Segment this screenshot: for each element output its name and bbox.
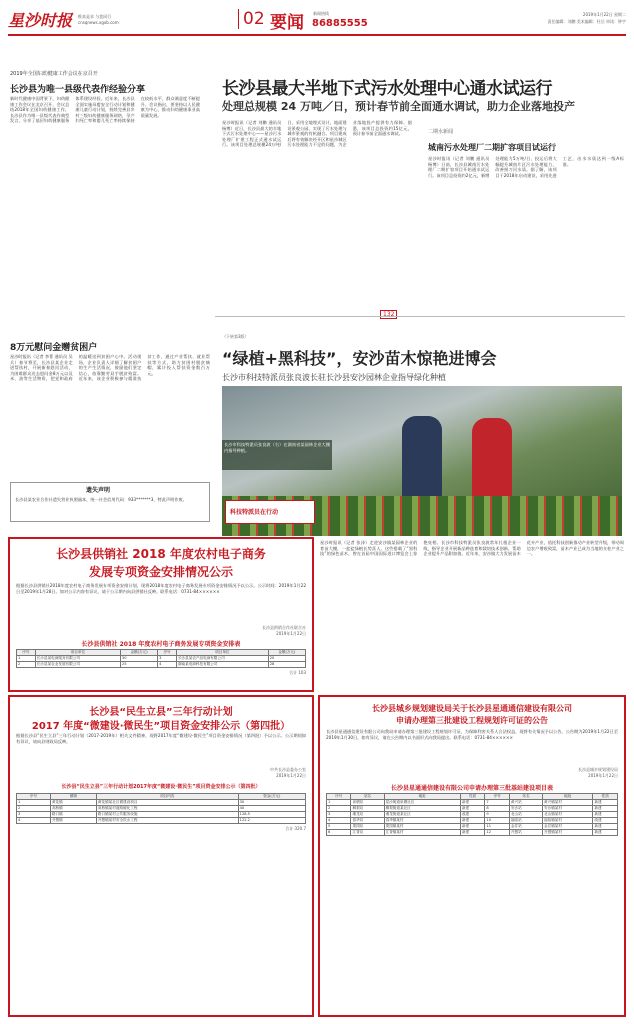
ad2-date: 2019年1月22日 bbox=[276, 773, 306, 778]
newspaper-logo: 星沙时报 bbox=[8, 11, 73, 30]
table-cell: 福临站 bbox=[509, 818, 542, 824]
table-cell: 1 bbox=[17, 656, 36, 662]
table-cell: 2 bbox=[17, 662, 36, 668]
table-header: 地址 bbox=[384, 794, 460, 800]
table-cell: 3 bbox=[327, 812, 351, 818]
ad1-total: 合计 103 bbox=[289, 670, 306, 675]
site-url[interactable]: cnsqnews.xgxb.com bbox=[78, 20, 119, 25]
table-cell: 开慧镇某村 bbox=[543, 830, 593, 836]
ad1-sign: 长沙县供销合作社联合社 bbox=[262, 625, 306, 630]
left-body: 星沙时报讯（记者 李菁 通讯员 吴兵）春节将至，长沙县某企业走进帮扶村，开展新春慰问活动，为困难群众送去慰问金8万元以及米、油等生活物资，把党和政府的温暖送到贫困户心中。活动现场，企业负责人详细了解贫困户的生产生活情况，鼓励他们坚定信心，依靠勤劳双手脱贫致富。近年来，该企业积极参与精准扶贫工作，通过产业帮扶、就业帮扶等方式，助力贫困村脱贫摘帽，累计投入帮扶资金数百万元。 bbox=[10, 354, 210, 382]
lead-title: 长沙县为唯一县级代表作经验分享 bbox=[10, 85, 146, 95]
table-cell: 10 bbox=[485, 818, 509, 824]
table-cell: 新建 bbox=[460, 806, 484, 812]
table-cell: 安沙镇某村 bbox=[543, 806, 593, 812]
table-cell: 3 bbox=[158, 656, 177, 662]
table-cell: 榔梨街道某社区 bbox=[384, 806, 460, 812]
table-cell: 湖南某电商科技有限公司 bbox=[176, 662, 268, 668]
ad-minsheng bbox=[8, 695, 314, 1017]
table-header: 序号 bbox=[17, 650, 36, 656]
ad2-title-line1: 长沙县“民生立县”三年行动计划 bbox=[89, 707, 233, 718]
table-cell: 果园镇某村 bbox=[384, 824, 460, 830]
table-cell: 2 bbox=[17, 806, 51, 812]
page-number: 02 bbox=[238, 9, 265, 29]
hotline-number: 86885555 bbox=[312, 18, 368, 29]
table-cell: 3 bbox=[17, 812, 51, 818]
badge-label: 科技特派员在行动 bbox=[230, 509, 279, 516]
main-subheadline: 处理总规模 24 万吨／日，预计春节前全面通水调试，助力企业落地投产 bbox=[222, 100, 575, 113]
table-cell: 江背镇某村 bbox=[384, 830, 460, 836]
side-title: 城南污水处理厂二期扩容项目试运行 bbox=[428, 143, 556, 152]
table-row bbox=[17, 818, 306, 824]
table-cell: 黄花镇某社区微建设项目 bbox=[96, 800, 238, 806]
table-header: 地址 bbox=[543, 794, 593, 800]
notice-title: 遗失声明 bbox=[86, 487, 111, 494]
notice-body: 长沙县某农业合作社遗失营业执照副本，统一社会信用代码：933*******3，特此声明作废。 bbox=[15, 497, 187, 502]
main-jump-note: （下转第3版） bbox=[222, 334, 249, 339]
table-cell: 1 bbox=[17, 800, 51, 806]
main-body: 星沙时报讯（记者 刘鹏 通讯员 杨博）近日，长沙县最大的半地下式污水处理中心——星沙污水处理厂扩建工程正式通水试运行。该项目处理总规模24万吨/日，采用全地埋式设计，地面建设景观公园，实现了污水处理与城市景观的有机融合。项目建成后将有效解决经开区和星沙城区污水处理能力不足的问题，为企业落地投产提供有力保障。据悉，该项目总投资约15亿元，预计春节前全面通水调试。 bbox=[222, 120, 412, 148]
lead-body: 新时代健康中国背景下，妇幼健康工作会议在北京召开，会议总结2018年全国妇幼健康工作，长沙县作为唯一县级代表作典型发言，分享了基层妇幼健康服务体系建设经验。近年来，长沙县全面实施母婴安全行动计划和健康儿童行动计划，持续完善县乡村三级妇幼健康服务网络，孕产妇死亡率和婴儿死亡率持续保持在较低水平，群众满意度不断提升。会议指出，要坚持以人民健康为中心，推动妇幼健康事业高质量发展。 bbox=[10, 96, 200, 124]
table-header: 序号 bbox=[327, 794, 351, 800]
table-cell: 7 bbox=[485, 800, 509, 806]
table-cell: 金井镇某村 bbox=[543, 824, 593, 830]
table-cell: 122.2 bbox=[238, 818, 305, 824]
table-cell: 黄兴站 bbox=[509, 800, 542, 806]
table-cell: 黄兴镇某村 bbox=[543, 800, 593, 806]
table-header: 序号 bbox=[17, 794, 51, 800]
ad3-title-line2: 申请办理第三批建设工程规划许可证的公告 bbox=[396, 716, 548, 725]
table-cell: 新建 bbox=[593, 800, 618, 806]
table-cell: 金井站 bbox=[509, 824, 542, 830]
table-row bbox=[17, 662, 306, 668]
ad1-table-title: 长沙县供销社 2018 年度农村电子商务发展专项资金安排表 bbox=[81, 641, 241, 648]
ad3-body: 长沙县星通通信建设有限公司向我局申请办理第三批建设工程规划许可证，为保障利害关系人合法权益，现将有关情况予以公告。公告期为2019年1月22日至2019年1月30日，如有异议，请在公告期内以书面形式向我局提出。联系电话：0731-84×××××× bbox=[326, 729, 618, 740]
ad3-title-line1: 长沙县城乡规划建设局关于长沙县星通通信建设有限公司 bbox=[372, 704, 572, 713]
logo-slogan: 惟真是求 与您同行 bbox=[78, 14, 112, 19]
ad3-sign: 长沙县城乡规划建设局 bbox=[578, 767, 618, 772]
table-header: 资金(万元) bbox=[238, 794, 305, 800]
table-header: 性质 bbox=[593, 794, 618, 800]
ad3-table bbox=[326, 793, 618, 836]
section-divider bbox=[215, 316, 625, 317]
ad-supply-coop bbox=[8, 537, 314, 692]
table-cell: 路口镇 bbox=[50, 812, 96, 818]
table-cell: 40 bbox=[238, 806, 305, 812]
table-cell: 高桥镇 bbox=[50, 806, 96, 812]
table-cell: 星沙街道泉塘社区 bbox=[384, 800, 460, 806]
table-cell: 开慧站 bbox=[509, 830, 542, 836]
table-cell: 榔梨站 bbox=[351, 806, 384, 812]
table-cell: 福临镇某村 bbox=[543, 818, 593, 824]
table-cell: 果园站 bbox=[351, 824, 384, 830]
table-cell: 8 bbox=[485, 806, 509, 812]
table-cell: 20 bbox=[268, 656, 305, 662]
p2-subheadline: 长沙市科技特派员张良波长驻长沙县安沙园林企业指导绿化种植 bbox=[222, 373, 446, 382]
ad3-date: 2019年1月22日 bbox=[588, 773, 618, 778]
table-cell: 新建 bbox=[460, 800, 484, 806]
table-header: 序号 bbox=[485, 794, 509, 800]
table-row bbox=[327, 830, 618, 836]
table-cell: 安沙站 bbox=[509, 806, 542, 812]
table-cell: 春华镇某村 bbox=[384, 818, 460, 824]
table-header: 项目单位 bbox=[176, 650, 268, 656]
ad3-table-title: 长沙县星通通信建设有限公司申请办理第三批基站建设项目表 bbox=[390, 785, 553, 792]
editor-credits: 责任编辑：刘鹏 美术编辑：杜岳 审读：钟宇 bbox=[547, 19, 626, 24]
table-cell: 湘龙站 bbox=[351, 812, 384, 818]
table-header: 序号 bbox=[158, 650, 177, 656]
table-cell: 北山站 bbox=[509, 812, 542, 818]
table-cell: 高桥镇某村道路硬化工程 bbox=[96, 806, 238, 812]
table-header: 金额(万元) bbox=[120, 650, 157, 656]
ad1-title-line1: 长沙县供销社 2018 年度农村电子商务 bbox=[56, 547, 266, 561]
table-header: 站名 bbox=[509, 794, 542, 800]
ad1-date: 2019年1月22日 bbox=[276, 631, 306, 636]
section-title: 要闻 bbox=[270, 13, 304, 33]
photo-caption: 长沙市科技特派员张良波（右）在湖南省某园林企业大棚内指导种植。 bbox=[222, 440, 332, 470]
table-cell: 新建 bbox=[593, 806, 618, 812]
table-cell: 6 bbox=[327, 830, 351, 836]
ad1-body: 根据长沙县供销社2018年度农村电子商务发展专项资金安排计划，现将2018年度农村电子商务发展专项资金安排情况予以公示。公示时间：2019年1月22日至2019年1月28日。如对公示内容有异议，请于公示期内向县供销社反映。联系电话：0731-84×××××× bbox=[16, 583, 306, 594]
table-cell: 湘龙街道某社区 bbox=[384, 812, 460, 818]
table-cell: 新建 bbox=[460, 818, 484, 824]
table-cell: 30 bbox=[238, 800, 305, 806]
table-cell: 开慧镇 bbox=[50, 818, 96, 824]
notice-box bbox=[10, 482, 210, 522]
table-cell: 4 bbox=[327, 818, 351, 824]
table-cell: 5 bbox=[327, 824, 351, 830]
table-cell: 新建 bbox=[593, 830, 618, 836]
table-cell: 改建 bbox=[593, 818, 618, 824]
table-cell: 1 bbox=[327, 800, 351, 806]
table-cell: 2 bbox=[327, 806, 351, 812]
issue-date: 2019年1月22日 星期二 bbox=[582, 12, 626, 17]
table-cell: 改建 bbox=[460, 812, 484, 818]
side-kicker: 二期水新闻 bbox=[428, 129, 454, 135]
p2-headline: “绿植+黑科技”，安沙苗木惊艳进博会 bbox=[222, 349, 497, 368]
table-cell: 30 bbox=[120, 656, 157, 662]
table-header: 金额(万元) bbox=[268, 650, 305, 656]
ad2-table-title: 长沙县“民生立县”三年行动计划2017年度“微建设·微民生”项目资金安排公示（第四批） bbox=[61, 784, 261, 790]
p2-body: 星沙时报讯（记者 张泽）走进安沙镇某园林企业的育苗大棚，一盆盆绿植长势喜人。这些搭载了“黑科技”的绿色苗木，曾在首届中国国际进口博览会上惊艳亮相。长沙市科技特派员张良波常年扎根企业一线，指导企业开展新品种选育和栽培技术创新，帮助企业提升产品附加值。近年来，安沙镇大力发展苗木花卉产业，依托科技创新推动产业转型升级，带动周边农户增收致富，苗木产业已成为当地的支柱产业之一。 bbox=[320, 540, 624, 557]
table-cell: 12 bbox=[485, 830, 509, 836]
table-cell: 泉塘站 bbox=[351, 800, 384, 806]
table-cell: 新建 bbox=[460, 824, 484, 830]
table-cell: 4 bbox=[17, 818, 51, 824]
table-cell: 新建 bbox=[460, 830, 484, 836]
table-cell: 开慧镇某村安全饮水工程 bbox=[96, 818, 238, 824]
main-headline: 长沙县最大半地下式污水处理中心通水试运行 bbox=[222, 79, 552, 99]
badge-panel bbox=[225, 500, 315, 524]
lead-kicker: 2019年全国妇幼健康工作会议在京召开 bbox=[10, 71, 98, 77]
separator-counter: 132 bbox=[380, 310, 397, 319]
table-cell: 春华站 bbox=[351, 818, 384, 824]
left-title: 8万元慰问金赠贫困户 bbox=[10, 343, 98, 353]
table-cell: 长沙县某电商服务有限公司 bbox=[35, 656, 120, 662]
ad2-table bbox=[16, 793, 306, 831]
table-cell: 128.5 bbox=[238, 812, 305, 818]
ad2-body: 根据长沙县“民生立县”三年行动计划（2017-2019年）相关文件精神，现将2017年度“微建设·微民生”项目资金安排情况（第四批）予以公示。公示期间如有异议，请向县财政局反映。 bbox=[16, 733, 306, 744]
table-cell: 长沙县某农产品电商有限公司 bbox=[176, 656, 268, 662]
hotline-label: 新闻热线 bbox=[313, 11, 329, 16]
table-header: 性质 bbox=[460, 794, 484, 800]
ad2-title-line2: 2017 年度“微建设·微民生”项目资金安排公示（第四批） bbox=[31, 721, 291, 732]
table-cell: 4 bbox=[158, 662, 177, 668]
table-cell: 新建 bbox=[593, 812, 618, 818]
table-cell: 路口镇某村公共服务设施 bbox=[96, 812, 238, 818]
ad2-sign: 中共长沙县委办公室 bbox=[270, 767, 306, 772]
table-header: 项目内容 bbox=[96, 794, 238, 800]
table-cell: 28 bbox=[268, 662, 305, 668]
table-cell: 11 bbox=[485, 824, 509, 830]
table-header: 镇街 bbox=[50, 794, 96, 800]
ad-planning bbox=[318, 695, 626, 1017]
masthead-rule bbox=[8, 34, 626, 36]
table-cell: 黄花镇 bbox=[50, 800, 96, 806]
table-cell: 25 bbox=[120, 662, 157, 668]
table-cell: 北山镇某村 bbox=[543, 812, 593, 818]
ad2-total: 合计 320.7 bbox=[285, 826, 306, 831]
ad1-table bbox=[16, 649, 306, 675]
ad1-title-line2: 发展专项资金安排情况公示 bbox=[88, 565, 233, 579]
table-cell: 新建 bbox=[593, 824, 618, 830]
side-body: 星沙时报讯（记者 刘鹏 通讯员 杨博）日前，长沙县城南污水处理厂二期扩容项目开始通水试运行。该项目总投资约2亿元，新增处理能力5万吨/日，投运后将大幅提升城南片区污水处理能力，改善捞刀河水质。据了解，该项目于2018年启动建设，采用先进工艺，出水水质达到一级A标准。 bbox=[428, 156, 624, 178]
table-cell: 长沙县某农业发展有限公司 bbox=[35, 662, 120, 668]
table-header: 项目单位 bbox=[35, 650, 120, 656]
table-cell: 9 bbox=[485, 812, 509, 818]
table-header: 站名 bbox=[351, 794, 384, 800]
table-cell: 江背站 bbox=[351, 830, 384, 836]
